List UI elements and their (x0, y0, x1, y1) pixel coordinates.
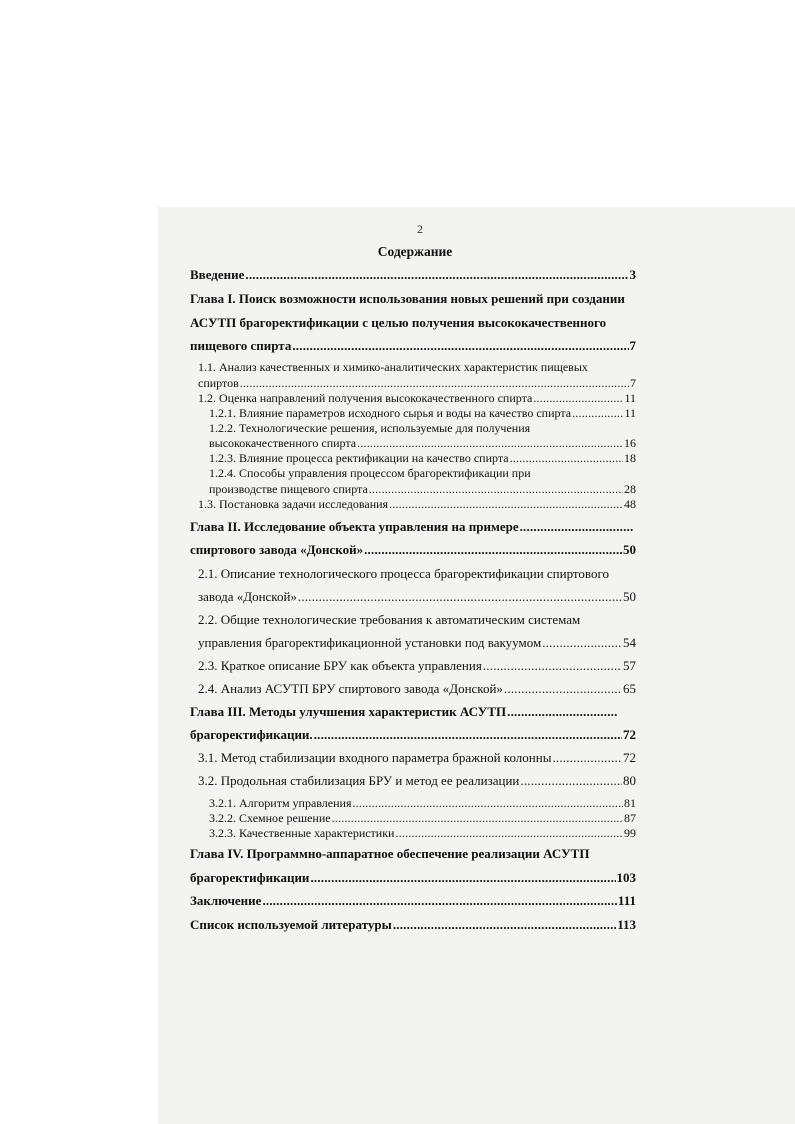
toc-entry-chapter-3-line2[interactable]: брагоректификации. ..... 72 (190, 727, 636, 743)
leader-dots (389, 496, 623, 512)
toc-entry-1-3[interactable]: 1.3. Постановка задачи исследования ..... 48 (198, 496, 636, 512)
leader-dots (504, 681, 622, 697)
leader-dots (262, 893, 616, 909)
toc-entry-1-2-1[interactable]: 1.2.1. Влияние параметров исходного сырья и воды на качество спирта ..... 11 (209, 405, 636, 421)
toc-page: 28 (624, 482, 636, 496)
leader-dots (572, 405, 623, 421)
toc-entry-2-3[interactable]: 2.3. Краткое описание БРУ как объекта управления ..... 57 (198, 658, 636, 674)
toc-entry-chapter-1[interactable]: Глава I. Поиск возможности использования новых решений при создании (190, 291, 625, 306)
toc-entry-1-2-4[interactable]: 1.2.4. Способы управления процессом брагоректификации при (209, 466, 531, 480)
toc-page: 18 (624, 451, 636, 465)
leader-dots (245, 267, 628, 283)
toc-entry-chapter-2[interactable]: Глава II. Исследование объекта управления на примере ..... (190, 519, 634, 535)
leader-dots (292, 338, 628, 354)
leader-dots (314, 727, 622, 743)
toc-entry-1-1-line2[interactable]: спиртов ..... 7 (198, 375, 636, 391)
toc-entry-references[interactable]: Список используемой литературы ..... 113 (190, 917, 636, 933)
toc-page: 111 (617, 893, 636, 908)
toc-page: 80 (623, 773, 636, 788)
toc-page: 81 (624, 796, 636, 810)
toc-entry-2-2[interactable]: 2.2. Общие технологические требования к автоматическим системам (198, 612, 581, 627)
toc-page: 72 (623, 750, 636, 765)
toc-entry-1-2-2[interactable]: 1.2.2. Технологические решения, используемые для получения (209, 421, 531, 435)
leader-dots (552, 750, 622, 766)
leader-dots (352, 795, 623, 811)
toc-page: 72 (623, 727, 636, 742)
toc-page: 113 (617, 917, 636, 932)
leader-dots (483, 658, 622, 674)
toc-page: 50 (623, 542, 636, 557)
leader-dots (332, 810, 623, 826)
leader-dots (393, 917, 616, 933)
toc-entry-2-2-line2[interactable]: управления брагоректификационной установки под вакуумом ..... 54 (198, 635, 636, 651)
leader-dots (520, 519, 633, 535)
leader-dots (510, 450, 623, 466)
toc-entry-2-1-line2[interactable]: завода «Донской» ..... 50 (198, 589, 636, 605)
toc-page: 99 (624, 826, 636, 840)
toc-entry-1-2-2-line2[interactable]: высококачественного спирта ..... 16 (209, 435, 636, 451)
toc-entry-1-2[interactable]: 1.2. Оценка направлений получения высококачественного спирта ..... 11 (198, 390, 636, 406)
toc-page: 65 (623, 681, 636, 696)
leader-dots (240, 375, 629, 391)
toc-entry-chapter-2-line2[interactable]: спиртового завода «Донской» ..... 50 (190, 542, 636, 558)
toc-entry-3-2-1[interactable]: 3.2.1. Алгоритм управления ..... 81 (209, 795, 636, 811)
toc-entry-2-1[interactable]: 2.1. Описание технологического процесса брагоректификации спиртового (198, 566, 609, 581)
toc-entry-chapter-1-line2[interactable]: АСУТП брагоректификации с целью получения высококачественного (190, 315, 607, 330)
toc-page: 7 (629, 338, 636, 353)
leader-dots (310, 870, 615, 886)
toc-page: 54 (623, 635, 636, 650)
toc-page: 57 (623, 658, 636, 673)
toc-entry-chapter-3[interactable]: Глава III. Методы улучшения характеристик АСУТП ..... (190, 704, 618, 720)
toc-entry-3-2[interactable]: 3.2. Продольная стабилизация БРУ и метод ее реализации ..... 80 (198, 773, 636, 789)
toc-page: 48 (624, 497, 636, 511)
leader-dots (395, 825, 623, 841)
leader-dots (298, 589, 622, 605)
toc-entry-3-1[interactable]: 3.1. Метод стабилизации входного параметра бражной колонны ..... 72 (198, 750, 636, 766)
toc-page: 16 (624, 436, 636, 450)
page-title: Содержание (377, 244, 453, 259)
toc-entry-intro[interactable]: Введение ..... 3 (190, 267, 636, 283)
toc-entry-3-2-2[interactable]: 3.2.2. Схемное решение ..... 87 (209, 810, 636, 826)
leader-dots (542, 635, 622, 651)
toc-entry-3-2-3[interactable]: 3.2.3. Качественные характеристики ..... 99 (209, 825, 636, 841)
toc-page: 3 (629, 267, 636, 282)
leader-dots (507, 704, 617, 720)
toc-page: 7 (630, 376, 636, 390)
toc-page: 11 (624, 406, 636, 420)
toc-page: 11 (624, 391, 636, 405)
toc-page: 103 (616, 870, 636, 885)
toc-entry-2-4[interactable]: 2.4. Анализ АСУТП БРУ спиртового завода «Донской» ..... 65 (198, 681, 636, 697)
toc-entry-1-2-3[interactable]: 1.2.3. Влияние процесса ректификации на качество спирта ..... 18 (209, 450, 636, 466)
toc-entry-1-1[interactable]: 1.1. Анализ качественных и химико-аналитических характеристик пищевых (198, 360, 588, 374)
toc-entry-conclusion[interactable]: Заключение ..... 111 (190, 893, 636, 909)
leader-dots (369, 481, 623, 497)
page-number: 2 (417, 222, 423, 236)
toc-entry-chapter-4-line2[interactable]: брагоректификации ..... 103 (190, 870, 636, 886)
toc-page: 87 (624, 811, 636, 825)
toc-page: 50 (623, 589, 636, 604)
toc-entry-1-2-4-line2[interactable]: производстве пищевого спирта ..... 28 (209, 481, 636, 497)
toc-entry-chapter-1-line3[interactable]: пищевого спирта ..... 7 (190, 338, 636, 354)
toc-entry-chapter-4[interactable]: Глава IV. Программно-аппаратное обеспечение реализации АСУТП (190, 846, 590, 861)
leader-dots (520, 773, 622, 789)
leader-dots (364, 542, 622, 558)
leader-dots (533, 390, 623, 406)
leader-dots (357, 435, 623, 451)
